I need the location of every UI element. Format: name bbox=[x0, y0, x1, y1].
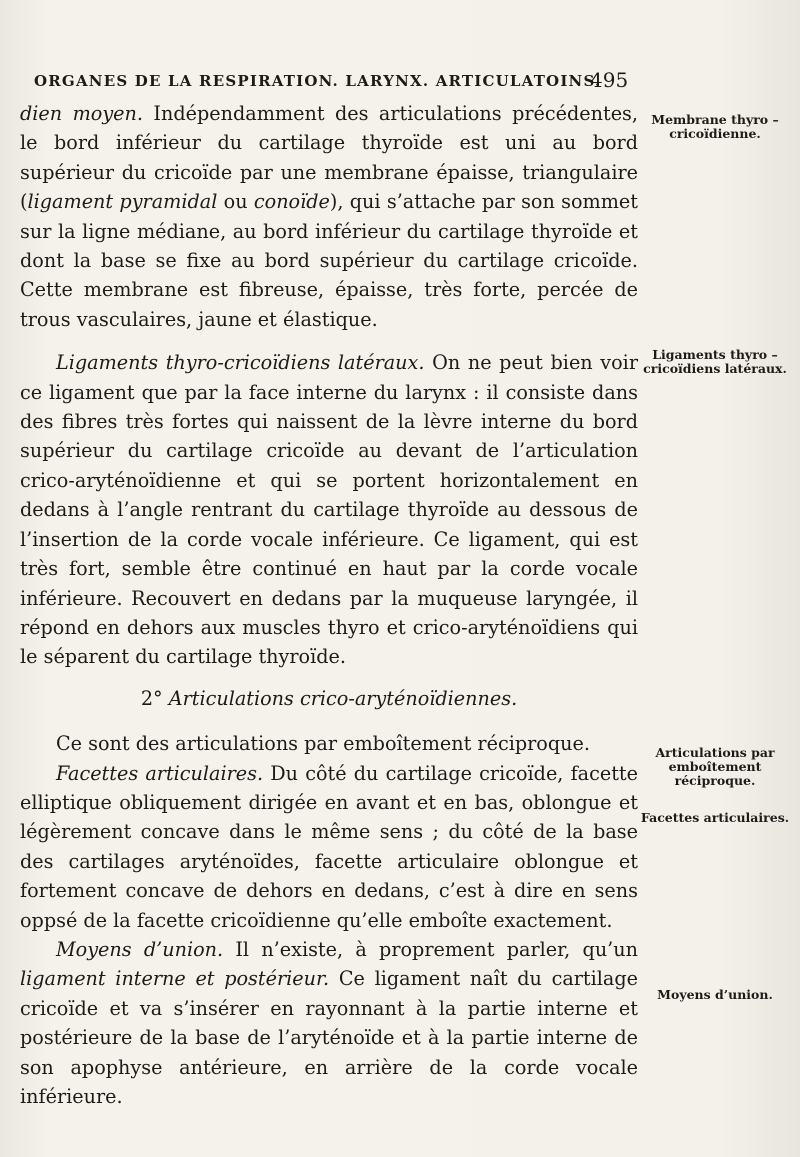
text-run: Il n’existe, à proprement parler, qu’un bbox=[223, 937, 638, 961]
section-heading bbox=[20, 684, 638, 713]
paragraph-emboitement: Ce sont des articulations par emboîtement réciproque. bbox=[56, 732, 590, 756]
italic-run: ligament interne et postérieur. bbox=[20, 967, 330, 991]
margin-note-moyens: Moyens d’union. bbox=[657, 987, 773, 1002]
text-run: On ne peut bien voir ce ligament que par la face interne du larynx : il consiste dans des fibres très fortes qui naissent de la lèvre interne du bord supérieur du cartilage cricoïde au devant de l’articulation crico-aryténoïdienne et qui se portent horizontalement en dedans à l’angle rentrant du cartilage thyroïde au dessous de l’insertion de la corde vocale inférieure. Ce ligament, qui est très fort, semble être continué en haut par la corde vocale inférieure. Recouvert en dedans par la muqueuse laryngée, il répond en dehors aux muscles thyro et crico-aryténoïdiens qui le séparent du cartilage thyroïde. bbox=[20, 351, 638, 669]
running-title: ORGANES DE LA RESPIRATION. LARYNX. ARTICULATOINS. bbox=[34, 72, 602, 90]
paragraph-facettes bbox=[20, 759, 638, 935]
page-number: 495 bbox=[590, 68, 629, 92]
italic-run: dien moyen. bbox=[20, 102, 143, 125]
italic-run: Ligaments thyro-cricoïdiens latéraux. bbox=[56, 351, 425, 375]
text-run: Ce ligament naît du cartilage cricoïde et va s’insérer en rayonnant à la partie interne et postérieure de la base de l’aryténoïde et à la partie interne de son apophyse antérieure, en arrière de la corde vocale inférieure. bbox=[20, 967, 638, 1108]
margin-note-facettes: Facettes articulaires. bbox=[640, 810, 790, 825]
heading-number: 2° bbox=[140, 686, 169, 710]
running-header bbox=[34, 72, 634, 90]
main-text bbox=[20, 99, 638, 1111]
margin-note-membrane: Membrane thyro – cricoïdienne. bbox=[651, 112, 779, 141]
text-run: ), qui s’attache par son sommet sur la ligne médiane, au bord inférieur du cartilage thyroïde et dont la base se fixe au bord supérieur du cartilage cricoïde. Cette membrane est fibreuse, épaisse, très forte, percée de trous vasculaires, jaune et élastique. bbox=[20, 190, 638, 331]
italic-run: Moyens d’union. bbox=[56, 937, 224, 961]
paragraph-moyens bbox=[20, 935, 638, 1111]
paragraph-membrane bbox=[20, 99, 638, 334]
italic-run: conoïde bbox=[253, 190, 330, 214]
italic-run: ligament pyramidal bbox=[27, 190, 218, 214]
heading-text: Articulations crico-aryténoïdiennes. bbox=[168, 686, 518, 710]
margin-note-ligaments: Ligaments thyro – cricoïdiens latéraux. bbox=[643, 347, 787, 376]
text-run: Indépendamment des articulations précédentes, le bord inférieur du cartilage thyroïde est uni au bord supérieur du cricoïde par une membrane épaisse, triangulaire ( bbox=[20, 102, 638, 214]
italic-run: Facettes articulaires. bbox=[56, 761, 264, 785]
text-run: Du côté du cartilage cricoïde, facette elliptique obliquement dirigée en avant et en bas, oblongue et légèrement concave dans le même sens ; du côté de la base des cartilages aryténoïdes, facette articulaire oblongue et fortement concave de dehors en dedans, c’est à dire en sens oppsé de la facette cricoïdienne qu’elle emboîte exactement. bbox=[20, 761, 638, 932]
text-run: ou bbox=[217, 190, 254, 214]
paragraph-ligaments bbox=[20, 348, 638, 671]
margin-note-articulations: Articulations par emboîtement réciproque. bbox=[655, 745, 775, 788]
